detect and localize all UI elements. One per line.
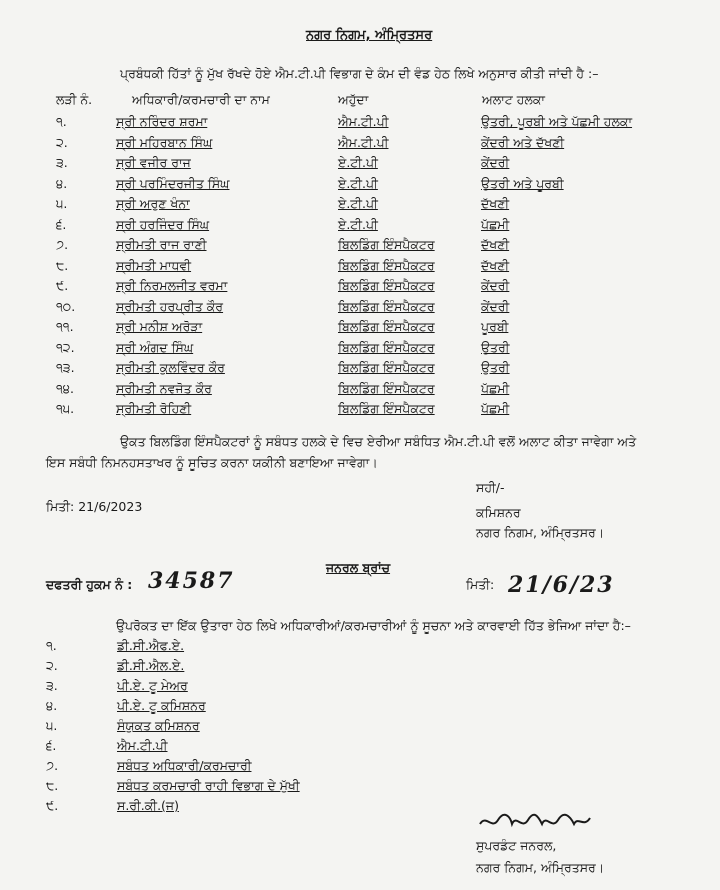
row-designation: ਬਿਲਡਿੰਗ ਇੰਸਪੈਕਟਰ	[338, 360, 435, 375]
row-serial: ੫.	[56, 196, 68, 211]
row-designation: ਬਿਲਡਿੰਗ ਇੰਸਪੈਕਟਰ	[338, 339, 435, 355]
commissioner-office: ਨਗਰ ਨਿਗਮ, ਅੰਮ੍ਰਿਤਸਰ।	[476, 525, 605, 540]
section-title: ਜਨਰਲ ਬ੍ਰਾਂਚ	[326, 560, 391, 575]
row-serial: ੬.	[56, 216, 67, 232]
note-line-1: ਉਕਤ ਬਿਲਡਿੰਗ ਇੰਸਪੈਕਟਰਾਂ ਨੂੰ ਸਬੰਧਤ ਹਲਕੇ ਦੇ ਵਿਚ ਏਰੀਆ ਸਬੰਧਿਤ ਐਮ.ਟੀ.ਪੀ ਵਲੋਂ ਅਲਾਟ ਕੀਤਾ ਜਾਵੇਗਾ ਅਤੇ	[120, 434, 637, 449]
row-serial: ੧.	[56, 114, 67, 129]
row-zone: ਕੇਂਦਰੀ	[481, 155, 510, 170]
table-row	[0, 237, 720, 257]
row-serial: ੮.	[56, 257, 69, 273]
row-name: ਸ੍ਰੀ ਹਰਜਿੰਦਰ ਸਿੰਘ	[116, 216, 210, 232]
distribution-item	[0, 758, 720, 778]
table-row	[0, 360, 720, 380]
row-zone: ਪੱਛਮੀ	[481, 401, 510, 416]
copy-forward-text: ਉਪਰੋਕਤ ਦਾ ਇੱਕ ਉਤਾਰਾ ਹੇਠ ਲਿਖੇ ਅਧਿਕਾਰੀਆਂ/ਕਰਮਚਾਰੀਆਂ ਨੂੰ ਸੂਚਨਾ ਅਤੇ ਕਾਰਵਾਈ ਹਿੱਤ ਭੇਜਿਆ ਜਾਂਦਾ ਹੈ:–	[116, 618, 631, 633]
row-name: ਸ੍ਰੀਮਤੀ ਕੁਲਵਿੰਦਰ ਕੌਰ	[116, 360, 225, 375]
row-zone: ਕੇਂਦਰੀ	[481, 298, 510, 314]
row-serial: ੧੫.	[56, 401, 75, 416]
table-row	[0, 196, 720, 216]
row-name: ਸ੍ਰੀ ਅੰਗਦ ਸਿੰਘ	[116, 339, 194, 355]
table-row	[0, 340, 720, 360]
table-header-row	[0, 92, 720, 112]
table-row	[0, 176, 720, 196]
distribution-item	[0, 738, 720, 758]
document-title: ਨਗਰ ਨਿਗਮ, ਅੰਮ੍ਰਿਤਸਰ	[306, 28, 433, 43]
superintendent-signature-block	[476, 810, 604, 876]
distribution-recipient: ਸੰਯੁਕਤ ਕਮਿਸ਼ਨਰ	[117, 718, 200, 733]
header-zone: ਅਲਾਟ ਹਲਕਾ	[482, 92, 545, 107]
distribution-number: ੨.	[46, 658, 58, 673]
sd-mark: ਸਹੀ/-	[476, 480, 505, 495]
row-zone: ਕੇਂਦਰੀ ਅਤੇ ਦੱਖਣੀ	[481, 134, 565, 150]
table-row	[0, 135, 720, 155]
row-serial: ੨.	[56, 134, 68, 150]
row-serial: ੧੪.	[56, 380, 74, 396]
row-serial: ੧੧.	[56, 319, 74, 334]
distribution-number: ੮.	[46, 778, 59, 793]
row-name: ਸ੍ਰੀ ਮਨੀਸ਼ ਅਰੋੜਾ	[116, 319, 203, 334]
row-designation: ਬਿਲਡਿੰਗ ਇੰਸਪੈਕਟਰ	[338, 319, 435, 334]
row-name: ਸ੍ਰੀਮਤੀ ਹਰਪ੍ਰੀਤ ਕੌਰ	[116, 298, 224, 314]
superintendent-designation: ਸੁਪਰਡੰਟ ਜਨਰਲ,	[476, 838, 557, 853]
row-name: ਸ੍ਰੀਮਤੀ ਰਾਜ ਰਾਣੀ	[116, 237, 207, 252]
table-row	[0, 299, 720, 319]
distribution-item	[0, 698, 720, 718]
row-name: ਸ੍ਰੀ ਨਿਰਮਲਜੀਤ ਵਰਮਾ	[116, 278, 228, 293]
row-designation: ਬਿਲਡਿੰਗ ਇੰਸਪੈਕਟਰ	[338, 298, 435, 314]
row-designation: ਬਿਲਡਿੰਗ ਇੰਸਪੈਕਟਰ	[338, 380, 435, 396]
row-designation: ਬਿਲਡਿੰਗ ਇੰਸਪੈਕਟਰ	[338, 237, 435, 252]
distribution-item	[0, 778, 720, 798]
order-number-handwritten: 34587	[148, 568, 235, 594]
row-zone: ਉਤਰੀ ਅਤੇ ਪੂਰਬੀ	[481, 175, 564, 191]
row-zone: ਉਤਰੀ, ਪੂਰਬੀ ਅਤੇ ਪੱਛਮੀ ਹਲਕਾ	[481, 114, 633, 129]
row-serial: ੧੩.	[56, 360, 75, 375]
row-designation: ਏ.ਟੀ.ਪੀ	[338, 196, 378, 211]
table-row	[0, 258, 720, 278]
row-serial: ੧੨.	[56, 339, 75, 355]
order-date: ਮਿਤੀ: 21/6/2023	[46, 499, 143, 514]
row-designation: ਐਮ.ਟੀ.ਪੀ	[338, 134, 389, 150]
table-row	[0, 155, 720, 175]
row-zone: ਉਤਰੀ	[481, 360, 510, 375]
table-row	[0, 381, 720, 401]
row-name: ਸ੍ਰੀਮਤੀ ਰੋਹਿਣੀ	[116, 401, 192, 416]
distribution-recipient: ਡੀ.ਸੀ.ਐਲ.ਏ.	[117, 658, 185, 673]
intro-text: ਪ੍ਰਬੰਧਕੀ ਹਿੱਤਾਂ ਨੂੰ ਮੁੱਖ ਰੱਖਦੇ ਹੋਏ ਐਮ.ਟੀ.ਪੀ ਵਿਭਾਗ ਦੇ ਕੰਮ ਦੀ ਵੰਡ ਹੇਠ ਲਿਖੇ ਅਨੁਸਾਰ ਕੀਤੀ ਜਾਂਦੀ ਹੈ :–	[120, 66, 599, 81]
distribution-number: ੧.	[46, 638, 57, 653]
distribution-number: ੫.	[46, 718, 58, 733]
table-row	[0, 217, 720, 237]
row-serial: ੯.	[56, 278, 69, 293]
distribution-number: ੪.	[46, 698, 58, 713]
distribution-number: ੩.	[46, 678, 58, 693]
order-number-label: ਦਫਤਰੀ ਹੁਕਮ ਨੰ :	[46, 577, 133, 592]
distribution-item	[0, 798, 720, 818]
row-serial: ੭.	[56, 237, 69, 252]
distribution-recipient: ਡੀ.ਸੀ.ਐਫ.ਏ.	[117, 638, 185, 653]
row-zone: ਪੱਛਮੀ	[481, 380, 510, 396]
row-zone: ਦੱਖਣੀ	[481, 196, 510, 211]
table-row	[0, 319, 720, 339]
row-name: ਸ੍ਰੀਮਤੀ ਮਾਧਵੀ	[116, 257, 192, 273]
table-row	[0, 278, 720, 298]
row-name: ਸ੍ਰੀ ਪਰਮਿੰਦਰਜੀਤ ਸਿੰਘ	[116, 175, 230, 191]
distribution-recipient: ਸ.ਰੀ.ਕੀ.(ਜ)	[117, 798, 179, 813]
row-name: ਸ੍ਰੀ ਨਰਿੰਦਰ ਸ਼ਰਮਾ	[116, 114, 208, 129]
distribution-item	[0, 638, 720, 658]
header-name: ਅਧਿਕਾਰੀ/ਕਰਮਚਾਰੀ ਦਾ ਨਾਮ	[132, 92, 270, 107]
distribution-number: ੯.	[46, 798, 59, 813]
distribution-recipient: ਸਬੰਧਤ ਅਧਿਕਾਰੀ/ਕਰਮਚਾਰੀ	[117, 758, 252, 773]
row-name: ਸ੍ਰੀ ਵਜੀਰ ਰਾਜ	[116, 155, 191, 170]
commissioner-designation: ਕਮਿਸ਼ਨਰ	[476, 505, 521, 520]
row-designation: ਬਿਲਡਿੰਗ ਇੰਸਪੈਕਟਰ	[338, 401, 435, 416]
row-zone: ਦੱਖਣੀ	[481, 257, 510, 273]
row-name: ਸ੍ਰੀ ਮਹਿਰਬਾਨ ਸਿੰਘ	[116, 134, 213, 150]
distribution-item	[0, 678, 720, 698]
distribution-item	[0, 718, 720, 738]
distribution-item	[0, 658, 720, 678]
row-zone: ਪੱਛਮੀ	[481, 216, 510, 232]
row-name: ਸ੍ਰੀ ਅਰੁਣ ਖੰਨਾ	[116, 196, 190, 211]
handwritten-signature	[476, 810, 596, 832]
row-zone: ਕੇਂਦਰੀ	[481, 278, 510, 293]
row-designation: ਐਮ.ਟੀ.ਪੀ	[338, 114, 389, 129]
superintendent-office: ਨਗਰ ਨਿਗਮ, ਅੰਮ੍ਰਿਤਸਰ।	[476, 860, 605, 875]
row-zone: ਉਤਰੀ	[481, 339, 510, 355]
row-designation: ਏ.ਟੀ.ਪੀ	[338, 155, 378, 170]
date-handwritten: 21/6/23	[508, 572, 615, 598]
table-row	[0, 114, 720, 134]
row-name: ਸ੍ਰੀਮਤੀ ਨਵਜੋਤ ਕੌਰ	[116, 380, 212, 396]
header-serial: ਲੜੀ ਨੰ.	[56, 92, 93, 107]
distribution-recipient: ਪੀ.ਏ. ਟੂ ਮੇਅਰ	[117, 678, 188, 693]
row-zone: ਦੱਖਣੀ	[481, 237, 510, 252]
distribution-number: ੭.	[46, 758, 59, 773]
date-label: ਮਿਤੀ:	[466, 577, 495, 592]
row-zone: ਪੂਰਬੀ	[481, 319, 509, 334]
note-line-2: ਇਸ ਸਬੰਧੀ ਨਿਮਨਹਸਤਾਖਰ ਨੂੰ ਸੂਚਿਤ ਕਰਨਾ ਯਕੀਨੀ ਬਣਾਇਆ ਜਾਵੇਗਾ।	[46, 455, 378, 470]
distribution-number: ੬.	[46, 738, 57, 753]
row-designation: ਏ.ਟੀ.ਪੀ	[338, 175, 378, 191]
row-serial: ੪.	[56, 175, 68, 191]
row-designation: ਬਿਲਡਿੰਗ ਇੰਸਪੈਕਟਰ	[338, 257, 435, 273]
row-serial: ੧੦.	[56, 298, 76, 314]
row-designation: ਏ.ਟੀ.ਪੀ	[338, 216, 378, 232]
distribution-recipient: ਪੀ.ਏ. ਟੂ ਕਮਿਸ਼ਨਰ	[117, 698, 206, 713]
row-serial: ੩.	[56, 155, 68, 170]
table-row	[0, 401, 720, 421]
header-designation: ਅਹੁੱਦਾ	[338, 92, 369, 107]
distribution-recipient: ਸਬੰਧਤ ਕਰਮਚਾਰੀ ਰਾਹੀ ਵਿਭਾਗ ਦੇ ਮੁੱਖੀ	[117, 778, 300, 793]
row-designation: ਬਿਲਡਿੰਗ ਇੰਸਪੈਕਟਰ	[338, 278, 435, 293]
distribution-recipient: ਐਮ.ਟੀ.ਪੀ	[117, 738, 168, 753]
